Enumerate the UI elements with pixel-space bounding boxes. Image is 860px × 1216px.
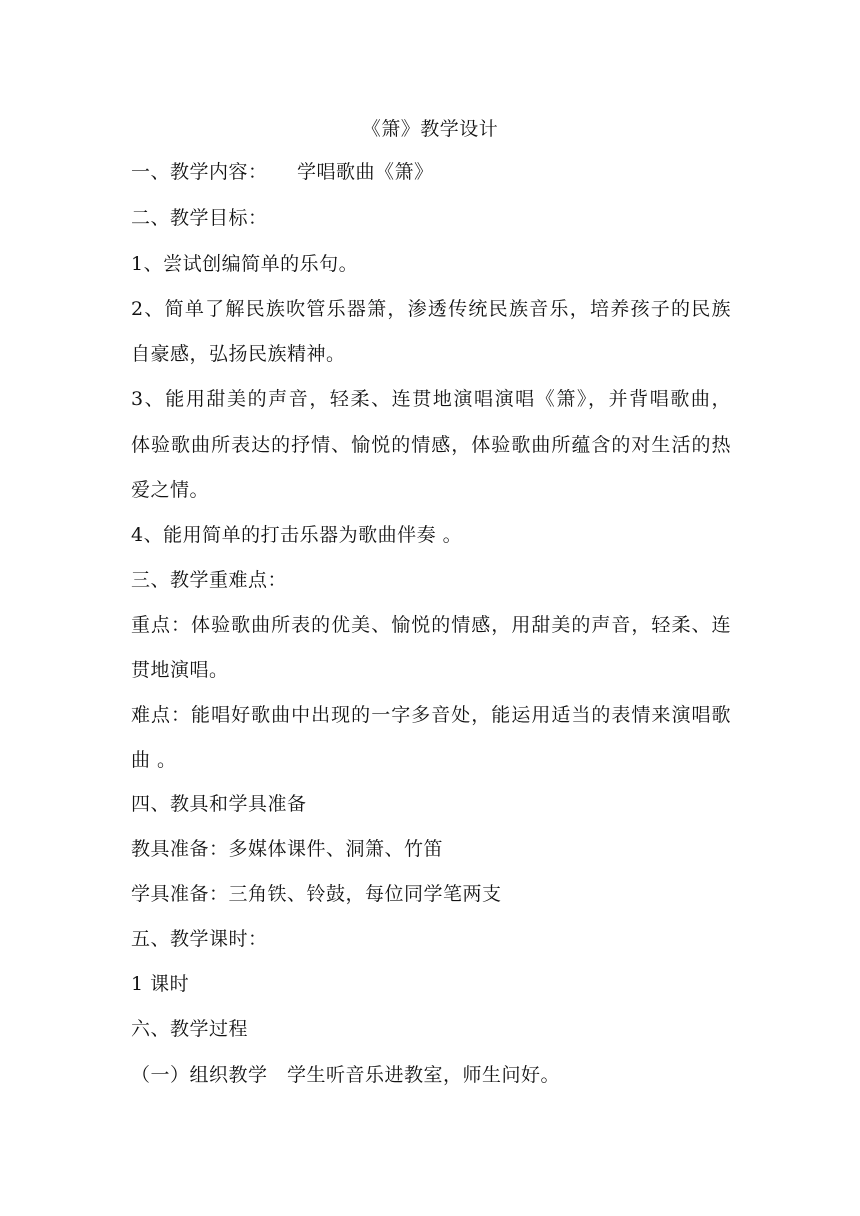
section-teaching-aids: 四、教具和学具准备 (131, 793, 307, 815)
key-point-line-2: 贯地演唱。 (131, 659, 229, 681)
section-teaching-goals: 二、教学目标： (131, 207, 268, 229)
student-aids: 学具准备：三角铁、铃鼓，每位同学笔两支 (131, 883, 502, 905)
class-hours-value: 1 课时 (131, 973, 190, 995)
goal-3-line-3: 爱之情。 (131, 479, 210, 501)
goal-4: 4、能用简单的打击乐器为歌曲伴奏 。 (131, 524, 463, 546)
goal-3-line-1: 3、能用甜美的声音，轻柔、连贯地演唱演唱《箫》，并背唱歌曲， (131, 388, 731, 410)
key-point-line-1: 重点：体验歌曲所表的优美、愉悦的情感，用甜美的声音，轻柔、连 (131, 614, 731, 636)
goal-2-line-1: 2、简单了解民族吹管乐器箫，渗透传统民族音乐，培养孩子的民族 (131, 298, 731, 320)
goal-2-line-2: 自豪感，弘扬民族精神。 (131, 343, 346, 365)
section-teaching-process: 六、教学过程 (131, 1018, 249, 1040)
section-key-difficult-points: 三、教学重难点： (131, 569, 288, 591)
section-teaching-content: 一、教学内容： 学唱歌曲《箫》 (131, 161, 434, 183)
teacher-aids: 教具准备：多媒体课件、洞箫、竹笛 (131, 838, 444, 860)
difficult-point-line-2: 曲 。 (131, 749, 177, 771)
goal-1: 1、尝试创编简单的乐句。 (131, 253, 359, 275)
process-step-1: （一）组织教学 学生听音乐进教室，师生问好。 (131, 1064, 561, 1086)
goal-3-line-2: 体验歌曲所表达的抒情、愉悦的情感，体验歌曲所蕴含的对生活的热 (131, 434, 731, 456)
section-class-hours: 五、教学课时： (131, 928, 268, 950)
difficult-point-line-1: 难点：能唱好歌曲中出现的一字多音处，能运用适当的表情来演唱歌 (131, 704, 731, 726)
document-title: 《箫》教学设计 (361, 118, 499, 140)
